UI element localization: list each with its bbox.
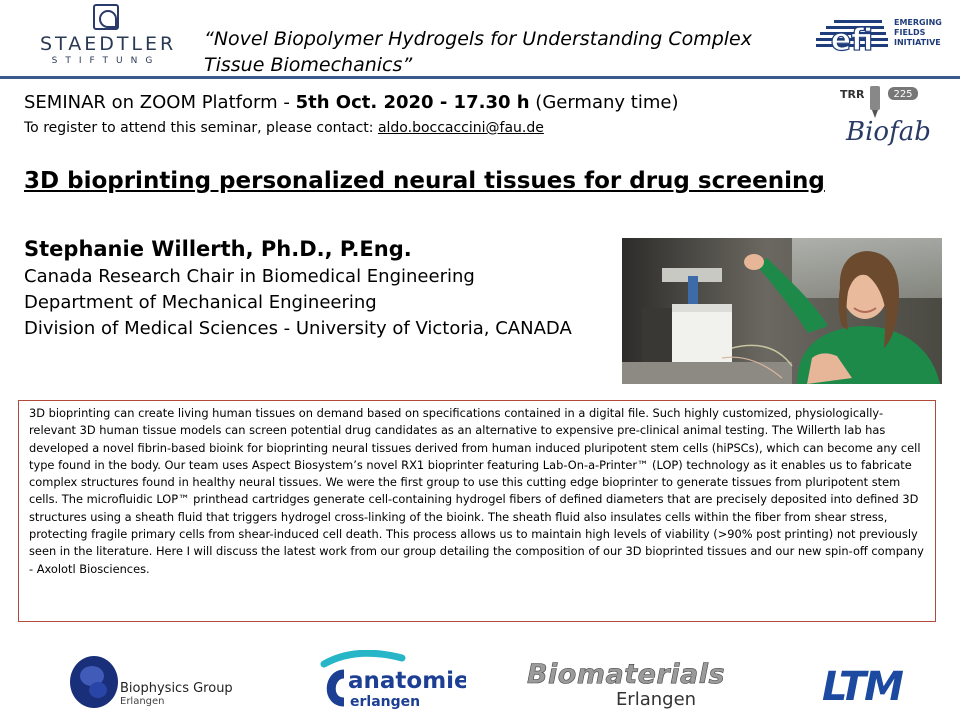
speaker-affiliation-3: Division of Medical Sciences - University of Victoria, CANADA xyxy=(24,318,572,339)
speaker-affiliation-1: Canada Research Chair in Biomedical Engineering xyxy=(24,266,475,287)
staedtler-stiftung-logo xyxy=(40,4,177,72)
efi-logo xyxy=(814,12,954,58)
anatomie-erlangen-logo xyxy=(316,650,466,712)
biophysics-group-logo xyxy=(68,654,248,710)
seminar-date-time: 5th Oct. 2020 - 17.30 h xyxy=(295,92,530,113)
speaker-photo xyxy=(622,238,942,384)
ltm-text: LTM xyxy=(822,664,902,706)
talk-title: 3D bioprinting personalized neural tissues for drug screening xyxy=(24,168,825,194)
speaker-block xyxy=(24,234,624,342)
seminar-platform: SEMINAR on ZOOM Platform - xyxy=(24,92,296,113)
efi-line3: INITIATIVE xyxy=(894,38,941,47)
seminar-info xyxy=(24,92,678,113)
biofab-logo-icon xyxy=(836,84,936,148)
speaker-name: Stephanie Willerth, Ph.D., P.Eng. xyxy=(24,237,412,261)
seminar-series-title-line1: “Novel Biopolymer Hydrogels for Understanding Complex xyxy=(204,28,752,50)
staedtler-emblem-icon xyxy=(93,4,119,30)
abstract-box: 3D bioprinting can create living human tissues on demand based on specifications contained in a digital file. Such highly customized, physiologically-relevant 3D human tissue models can screen potential drug candidates as an alternative to expensive pre-clinical animal testing. The Willerth lab has developed a novel fibrin-based bioink for bioprinting neural tissues derived from human induced pluripotent stem cells (hiPSCs), which can become any cell type found in the body. Our team uses Aspect Biosystem’s novel RX1 bioprinter featuring Lab-On-a-Printer™ (LOP) technology as it enables us to fabricate complex structures found in healthy neural tissues. We were the first group to use this cutting edge bioprinter to generate tissues from pluripotent stem cells. The microfluidic LOP™ printhead cartridges generate cell-containing hydrogel fibers of defined diameters that are precisely deposited into defined 3D structures using a sheath fluid that triggers hydrogel cross-linking of the bioink. The sheath fluid also insulates cells within the fiber from shear stress, protecting fragile primary cells from shear-induced cell death. This process allows us to maintain high levels of viability (>90% post printing) not previously seen in the literature. Here I will discuss the latest work from our group detailing the composition of our 3D bioprinted tissues and our new spin-off company - Axolotl Biosciences. xyxy=(18,400,936,622)
seminar-series-title xyxy=(204,26,804,78)
biofab-number: 225 xyxy=(893,89,913,100)
ltm-logo-icon xyxy=(812,660,912,706)
registration-info xyxy=(24,120,544,136)
anatomie-name: anatomie xyxy=(348,668,466,694)
seminar-series-title-line2: Tissue Biomechanics” xyxy=(204,54,413,76)
speaker-photo-illustration xyxy=(622,238,942,384)
efi-text xyxy=(894,18,942,48)
staedtler-name: STAEDTLER xyxy=(40,33,177,55)
staedtler-subtitle: STIFTUNG xyxy=(51,56,161,66)
biomaterials-erlangen-logo xyxy=(526,660,726,712)
efi-mark-text: efi xyxy=(830,23,874,54)
biophysics-logo-icon xyxy=(68,654,248,710)
trr225-biofab-logo xyxy=(836,84,936,148)
biophysics-city: Erlangen xyxy=(120,696,165,707)
speaker-affiliation-2: Department of Mechanical Engineering xyxy=(24,292,377,313)
efi-line1: EMERGING xyxy=(894,18,942,27)
biofab-trr: TRR xyxy=(840,88,865,101)
header-divider xyxy=(0,76,960,79)
biomaterials-city: Erlangen xyxy=(615,689,697,710)
anatomie-city: erlangen xyxy=(350,694,421,710)
registration-text: To register to attend this seminar, please contact: xyxy=(24,120,378,136)
ltm-logo xyxy=(812,660,912,706)
biophysics-name: Biophysics Group xyxy=(120,681,233,696)
efi-line2: FIELDS xyxy=(894,28,926,37)
seminar-timezone: (Germany time) xyxy=(529,92,679,113)
biofab-name: Biofab xyxy=(846,117,931,147)
contact-email-link[interactable]: aldo.boccaccini@fau.de xyxy=(377,120,544,136)
efi-mark-icon xyxy=(814,16,890,54)
anatomie-logo-icon xyxy=(316,650,466,712)
biomaterials-name: Biomaterials xyxy=(526,659,726,690)
